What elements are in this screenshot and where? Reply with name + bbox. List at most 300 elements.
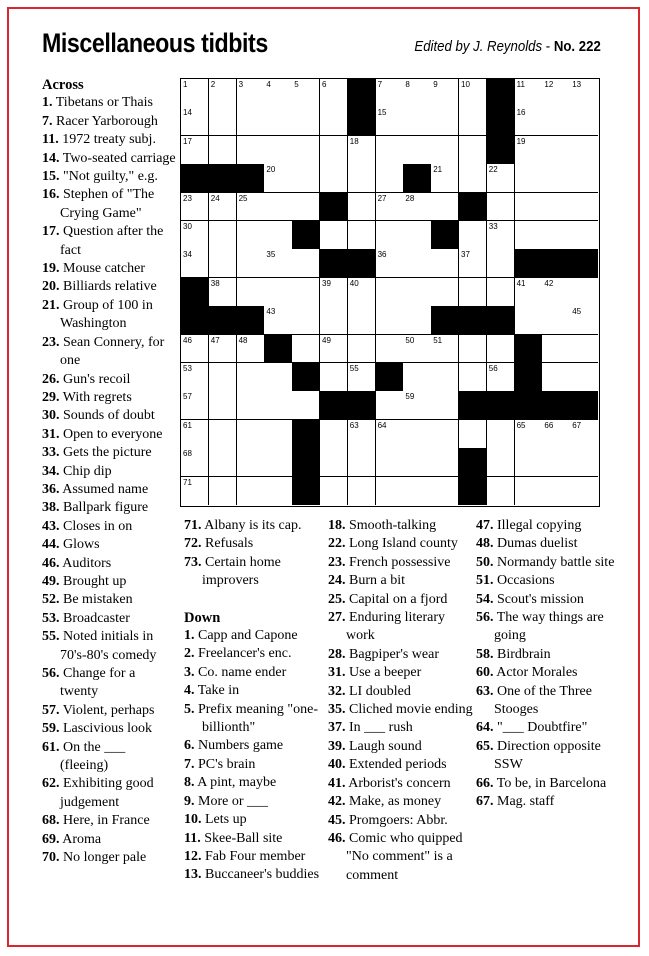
- grid-cell[interactable]: [515, 420, 543, 449]
- grid-cell[interactable]: [431, 249, 459, 278]
- grid-cell[interactable]: [348, 278, 376, 307]
- grid-cell[interactable]: [515, 278, 543, 307]
- clue-text: Normandy battle site: [497, 554, 615, 570]
- grid-cell[interactable]: [570, 164, 598, 193]
- grid-cell[interactable]: [487, 221, 515, 250]
- grid-cell[interactable]: [181, 363, 209, 392]
- clue-column-4: [476, 517, 616, 812]
- clue-item: [328, 664, 474, 682]
- grid-cell[interactable]: [431, 391, 459, 420]
- grid-cell[interactable]: [292, 79, 320, 108]
- grid-cell[interactable]: [431, 420, 459, 449]
- clue-number: 42.: [328, 794, 346, 810]
- grid-cell[interactable]: [348, 221, 376, 250]
- grid-cell[interactable]: [487, 420, 515, 449]
- grid-cell[interactable]: [542, 164, 570, 193]
- cell-number: 9: [433, 80, 438, 89]
- clue-text: Arborist's concern: [348, 775, 451, 791]
- grid-cell[interactable]: [459, 335, 487, 364]
- clue-item: [184, 811, 324, 829]
- grid-cell[interactable]: [403, 448, 431, 477]
- grid-cell[interactable]: [376, 448, 404, 477]
- clue-number: 47.: [476, 518, 494, 533]
- clue-text: Sounds of doubt: [63, 408, 155, 424]
- grid-cell[interactable]: [570, 335, 598, 364]
- grid-cell[interactable]: [570, 221, 598, 250]
- grid-cell[interactable]: [209, 107, 237, 136]
- grid-cell[interactable]: [376, 391, 404, 420]
- grid-cell[interactable]: [431, 164, 459, 193]
- grid-cell[interactable]: [348, 306, 376, 335]
- clue-number: 11.: [184, 830, 201, 846]
- grid-cell[interactable]: [348, 335, 376, 364]
- cell-number: 57: [183, 392, 192, 402]
- grid-cell[interactable]: [181, 335, 209, 364]
- grid-cell[interactable]: [403, 107, 431, 136]
- grid-cell[interactable]: [237, 420, 265, 449]
- grid-cell[interactable]: [320, 420, 348, 449]
- clue-number: 23.: [42, 334, 60, 350]
- grid-cell[interactable]: [209, 136, 237, 165]
- grid-cell[interactable]: [376, 249, 404, 278]
- grid-cell[interactable]: [542, 335, 570, 364]
- grid-cell[interactable]: [209, 221, 237, 250]
- grid-cell[interactable]: [570, 420, 598, 449]
- grid-cell[interactable]: [237, 448, 265, 477]
- clue-number: 56.: [42, 666, 60, 681]
- grid-cell[interactable]: [320, 448, 348, 477]
- grid-cell[interactable]: [237, 335, 265, 364]
- grid-cell[interactable]: [570, 448, 598, 477]
- clue-text: No longer pale: [63, 850, 147, 866]
- clue-item: [42, 168, 176, 186]
- clue-text: Be mistaken: [63, 592, 133, 608]
- clue-text: Mag. staff: [497, 794, 555, 810]
- grid-cell[interactable]: [515, 136, 543, 165]
- grid-cell[interactable]: [237, 249, 265, 278]
- clue-item: [42, 481, 176, 499]
- grid-cell[interactable]: [209, 193, 237, 222]
- grid-cell[interactable]: [459, 136, 487, 165]
- clue-text: Laugh sound: [349, 738, 422, 754]
- clue-text: Birdbrain: [497, 646, 551, 662]
- clue-item: [476, 646, 616, 664]
- grid-cell[interactable]: [320, 107, 348, 136]
- grid-cell[interactable]: [181, 79, 209, 108]
- black-square: [459, 391, 487, 420]
- across-heading: Across: [42, 77, 84, 93]
- grid-cell[interactable]: [570, 477, 598, 505]
- grid-cell[interactable]: [320, 477, 348, 505]
- grid-cell[interactable]: [209, 79, 237, 108]
- grid-cell[interactable]: [570, 278, 598, 307]
- grid-cell[interactable]: [264, 164, 292, 193]
- grid-cell[interactable]: [515, 79, 543, 108]
- grid-cell[interactable]: [237, 391, 265, 420]
- grid-cell[interactable]: [292, 249, 320, 278]
- grid-cell[interactable]: [515, 448, 543, 477]
- grid-cell[interactable]: [515, 477, 543, 505]
- clue-item: [328, 812, 474, 830]
- grid-cell[interactable]: [487, 448, 515, 477]
- clue-item: [328, 830, 474, 885]
- grid-cell[interactable]: [403, 136, 431, 165]
- grid-cell[interactable]: [320, 335, 348, 364]
- clue-number: 11.: [42, 132, 59, 148]
- grid-cell[interactable]: [264, 136, 292, 165]
- clue-text: Dumas duelist: [497, 536, 578, 552]
- grid-cell[interactable]: [348, 420, 376, 449]
- clue-item: [42, 720, 176, 738]
- grid-cell[interactable]: [292, 335, 320, 364]
- grid-cell[interactable]: [209, 363, 237, 392]
- clue-number: 2.: [184, 646, 195, 662]
- clue-item: [42, 278, 176, 296]
- grid-cell[interactable]: [320, 136, 348, 165]
- grid-cell[interactable]: [348, 136, 376, 165]
- grid-cell[interactable]: [292, 306, 320, 335]
- grid-cell[interactable]: [431, 448, 459, 477]
- clue-text: LI doubled: [349, 683, 411, 699]
- grid-cell[interactable]: [264, 391, 292, 420]
- grid-cell[interactable]: [515, 164, 543, 193]
- grid-cell[interactable]: [237, 107, 265, 136]
- grid-cell[interactable]: [320, 363, 348, 392]
- clue-text: With regrets: [62, 389, 132, 405]
- clue-number: 51.: [476, 573, 494, 589]
- grid-cell[interactable]: [264, 107, 292, 136]
- cell-number: 5: [294, 80, 299, 89]
- grid-cell[interactable]: [209, 249, 237, 278]
- clue-number: 43.: [42, 518, 60, 534]
- grid-cell[interactable]: [542, 107, 570, 136]
- clue-column-3: [328, 517, 474, 885]
- clue-item: [42, 334, 176, 371]
- clue-number: 27.: [328, 610, 346, 626]
- grid-cell[interactable]: [431, 107, 459, 136]
- grid-cell[interactable]: [237, 221, 265, 250]
- clue-text: Freelancer's enc.: [198, 646, 292, 662]
- clue-text: Racer Yarborough: [56, 113, 158, 129]
- clue-item: [42, 444, 176, 462]
- grid-cell[interactable]: [459, 278, 487, 307]
- grid-cell[interactable]: [264, 477, 292, 505]
- black-square: [320, 249, 348, 278]
- grid-cell[interactable]: [264, 79, 292, 108]
- clue-item: [476, 793, 616, 811]
- black-square: [487, 136, 515, 165]
- grid-cell[interactable]: [431, 193, 459, 222]
- grid-cell[interactable]: [570, 193, 598, 222]
- cell-number: 68: [183, 449, 192, 459]
- grid-cell[interactable]: [487, 335, 515, 364]
- grid-cell[interactable]: [403, 363, 431, 392]
- clue-item: [42, 150, 176, 168]
- grid-cell[interactable]: [570, 136, 598, 165]
- grid-cell[interactable]: [570, 306, 598, 335]
- clue-text: To be, in Barcelona: [496, 775, 607, 791]
- clue-item: [476, 554, 616, 572]
- black-square: [209, 164, 237, 193]
- cell-number: 1: [183, 80, 188, 89]
- grid-cell[interactable]: [292, 164, 320, 193]
- clue-item: [42, 702, 176, 720]
- grid-cell[interactable]: [431, 335, 459, 364]
- grid-cell[interactable]: [487, 193, 515, 222]
- grid-cell[interactable]: [320, 278, 348, 307]
- grid-cell[interactable]: [181, 448, 209, 477]
- grid-cell[interactable]: [209, 477, 237, 505]
- grid-cell[interactable]: [320, 164, 348, 193]
- cell-number: 41: [516, 278, 526, 288]
- clue-text: Scout's mission: [497, 591, 584, 607]
- grid-cell[interactable]: [376, 420, 404, 449]
- black-square: [348, 249, 376, 278]
- clue-text: "Not guilty," e.g.: [63, 169, 158, 185]
- grid-cell[interactable]: [237, 363, 265, 392]
- grid-cell[interactable]: [403, 335, 431, 364]
- grid-cell[interactable]: [403, 221, 431, 250]
- grid-cell[interactable]: [403, 79, 431, 108]
- grid-cell[interactable]: [403, 193, 431, 222]
- grid-cell[interactable]: [264, 278, 292, 307]
- grid-cell[interactable]: [487, 363, 515, 392]
- grid-cell[interactable]: [264, 193, 292, 222]
- grid-cell[interactable]: [209, 420, 237, 449]
- grid-cell[interactable]: [320, 221, 348, 250]
- clue-item: [184, 554, 324, 591]
- grid-cell[interactable]: [403, 306, 431, 335]
- grid-cell[interactable]: [403, 249, 431, 278]
- grid-cell[interactable]: [542, 79, 570, 108]
- grid-cell[interactable]: [459, 164, 487, 193]
- grid-cell[interactable]: [264, 363, 292, 392]
- grid-cell[interactable]: [459, 221, 487, 250]
- grid-cell[interactable]: [459, 363, 487, 392]
- grid-cell[interactable]: [431, 363, 459, 392]
- grid-cell[interactable]: [570, 107, 598, 136]
- cell-number: 23: [183, 193, 192, 203]
- clue-number: 28.: [328, 646, 346, 662]
- grid-cell[interactable]: [209, 278, 237, 307]
- grid-cell[interactable]: [403, 420, 431, 449]
- cell-number: 46: [183, 335, 192, 345]
- clue-item: [328, 517, 474, 535]
- grid-cell[interactable]: [237, 79, 265, 108]
- grid-cell[interactable]: [515, 306, 543, 335]
- grid-cell[interactable]: [542, 420, 570, 449]
- grid-cell[interactable]: [515, 193, 543, 222]
- grid-cell[interactable]: [264, 249, 292, 278]
- grid-cell[interactable]: [570, 79, 598, 108]
- grid-cell[interactable]: [237, 193, 265, 222]
- grid-cell[interactable]: [542, 306, 570, 335]
- clue-number: 58.: [476, 646, 494, 662]
- grid-cell[interactable]: [376, 278, 404, 307]
- grid-cell[interactable]: [264, 448, 292, 477]
- cell-number: 24: [210, 193, 220, 203]
- clue-number: 57.: [42, 702, 60, 718]
- clue-item: [42, 849, 176, 867]
- clue-text: Assumed name: [62, 481, 149, 497]
- grid-cell[interactable]: [403, 391, 431, 420]
- grid-cell[interactable]: [292, 391, 320, 420]
- grid-cell[interactable]: [431, 79, 459, 108]
- black-square: [348, 79, 376, 108]
- grid-cell[interactable]: [459, 249, 487, 278]
- grid-cell[interactable]: [348, 164, 376, 193]
- clue-text: In ___ rush: [349, 720, 413, 736]
- grid-cell[interactable]: [264, 306, 292, 335]
- grid-cell[interactable]: [542, 221, 570, 250]
- clue-item: [328, 793, 474, 811]
- grid-cell[interactable]: [403, 477, 431, 505]
- clue-text: Aroma: [62, 831, 102, 847]
- grid-cell[interactable]: [181, 221, 209, 250]
- clue-number: 48.: [476, 536, 494, 552]
- grid-cell[interactable]: [292, 193, 320, 222]
- black-square: [181, 306, 209, 335]
- grid-cell[interactable]: [209, 391, 237, 420]
- grid-cell[interactable]: [320, 79, 348, 108]
- black-square: [487, 306, 515, 335]
- cell-number: 43: [266, 307, 276, 317]
- grid-cell[interactable]: [403, 278, 431, 307]
- grid-cell[interactable]: [181, 249, 209, 278]
- grid-cell[interactable]: [542, 363, 570, 392]
- black-square: [459, 448, 487, 477]
- clue-item: [42, 536, 176, 554]
- clue-item: [42, 610, 176, 628]
- grid-cell[interactable]: [487, 164, 515, 193]
- grid-cell[interactable]: [209, 448, 237, 477]
- grid-cell[interactable]: [376, 164, 404, 193]
- grid-cell[interactable]: [487, 249, 515, 278]
- grid-cell[interactable]: [459, 79, 487, 108]
- grid-cell[interactable]: [181, 420, 209, 449]
- clue-text: On the ___ (fleeing): [60, 739, 126, 774]
- clue-item: [42, 518, 176, 536]
- clue-item: [476, 572, 616, 590]
- grid-cell[interactable]: [542, 136, 570, 165]
- grid-cell[interactable]: [237, 278, 265, 307]
- cell-number: 20: [266, 165, 276, 175]
- clue-text: A pint, maybe: [197, 775, 277, 791]
- clue-number: 55.: [42, 629, 60, 645]
- grid-cell[interactable]: [515, 221, 543, 250]
- clue-number: 67.: [476, 794, 494, 810]
- grid-cell[interactable]: [376, 193, 404, 222]
- clue-number: 62.: [42, 776, 60, 792]
- clue-number: 4.: [184, 683, 195, 699]
- issue-number: No. 222: [554, 38, 601, 55]
- clue-number: 30.: [42, 408, 60, 424]
- grid-cell[interactable]: [376, 107, 404, 136]
- clue-text: Buccaneer's buddies: [205, 867, 320, 883]
- grid-cell[interactable]: [542, 448, 570, 477]
- grid-cell[interactable]: [431, 278, 459, 307]
- grid-cell[interactable]: [292, 278, 320, 307]
- grid-cell[interactable]: [376, 306, 404, 335]
- grid-cell[interactable]: [181, 193, 209, 222]
- grid-cell[interactable]: [376, 221, 404, 250]
- clue-item: [184, 682, 324, 700]
- cell-number: 71: [183, 477, 192, 487]
- clue-number: 31.: [328, 665, 346, 681]
- grid-cell[interactable]: [542, 193, 570, 222]
- clue-number: 65.: [476, 738, 494, 754]
- cell-number: 33: [488, 222, 498, 231]
- clue-text: Illegal copying: [497, 518, 582, 533]
- grid-cell[interactable]: [376, 79, 404, 108]
- grid-cell[interactable]: [376, 136, 404, 165]
- grid-cell[interactable]: [320, 306, 348, 335]
- grid-cell[interactable]: [348, 477, 376, 505]
- clue-number: 20.: [42, 279, 60, 295]
- grid-cell[interactable]: [459, 107, 487, 136]
- grid-cell[interactable]: [459, 420, 487, 449]
- grid-cell[interactable]: [487, 477, 515, 505]
- grid-cell[interactable]: [181, 391, 209, 420]
- grid-cell[interactable]: [431, 136, 459, 165]
- cell-number: 28: [405, 193, 415, 203]
- grid-cell[interactable]: [181, 136, 209, 165]
- clue-text: Gets the picture: [63, 445, 152, 461]
- grid-cell[interactable]: [237, 477, 265, 505]
- clue-text: "___ Doubtfire": [497, 720, 588, 736]
- clue-item: [42, 665, 176, 702]
- cell-number: 36: [377, 250, 387, 260]
- cell-number: 21: [433, 165, 443, 175]
- grid-cell[interactable]: [348, 448, 376, 477]
- grid-cell[interactable]: [181, 477, 209, 505]
- grid-cell[interactable]: [348, 193, 376, 222]
- clue-item: [184, 756, 324, 774]
- grid-cell[interactable]: [264, 221, 292, 250]
- clue-item: [184, 645, 324, 663]
- grid-cell[interactable]: [292, 107, 320, 136]
- cell-number: 42: [544, 278, 554, 288]
- grid-cell[interactable]: [431, 477, 459, 505]
- grid-cell[interactable]: [542, 278, 570, 307]
- grid-cell[interactable]: [348, 363, 376, 392]
- cell-number: 6: [322, 80, 327, 89]
- grid-cell[interactable]: [181, 107, 209, 136]
- grid-cell[interactable]: [570, 363, 598, 392]
- clue-item: [42, 831, 176, 849]
- grid-cell[interactable]: [515, 107, 543, 136]
- cell-number: 2: [210, 80, 216, 89]
- clue-text: Cliched movie ending: [349, 702, 473, 718]
- clue-text: Skee-Ball site: [204, 830, 283, 846]
- grid-cell[interactable]: [237, 136, 265, 165]
- grid-cell[interactable]: [376, 335, 404, 364]
- clue-text: Group of 100 in Washington: [60, 297, 153, 332]
- clue-number: 46.: [328, 830, 346, 846]
- clue-number: 53.: [42, 610, 60, 626]
- black-square: [237, 306, 265, 335]
- clue-item: [184, 793, 324, 811]
- grid-cell[interactable]: [376, 477, 404, 505]
- grid-cell[interactable]: [542, 477, 570, 505]
- grid-cell[interactable]: [264, 420, 292, 449]
- grid-cell[interactable]: [209, 335, 237, 364]
- grid-cell[interactable]: [487, 278, 515, 307]
- clue-item: [42, 499, 176, 517]
- clue-number: 45.: [328, 812, 346, 828]
- clue-number: 7.: [42, 113, 53, 129]
- grid-cell[interactable]: [292, 136, 320, 165]
